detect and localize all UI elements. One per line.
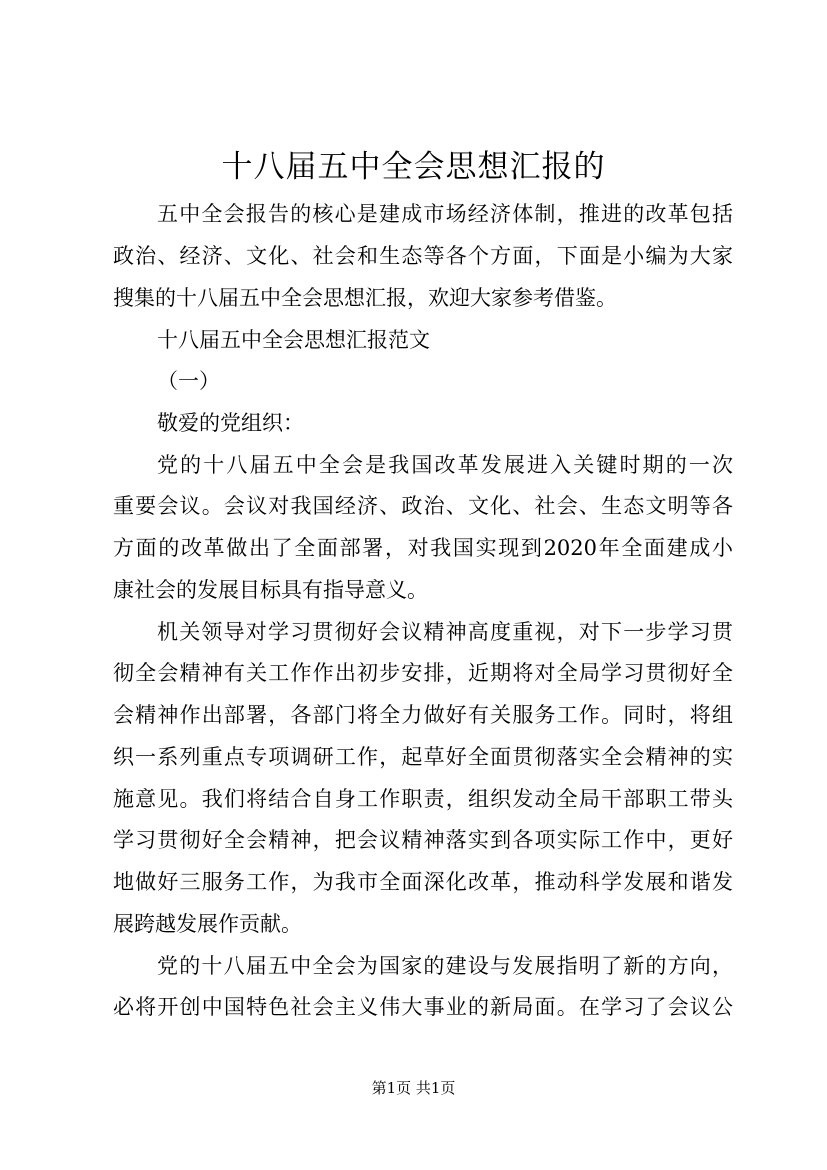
body-line: 地做好三服务工作，为我市全面深化改革，推动科学发展和谐发 <box>113 870 733 894</box>
body-line: 搜集的十八届五中全会思想汇报，欢迎大家参考借鉴。 <box>113 286 617 310</box>
body-line: 方面的改革做出了全面部署，对我国实现到2020年全面建成小 <box>113 536 733 560</box>
body-line: 党的十八届五中全会为国家的建设与发展指明了新的方向， <box>157 954 733 978</box>
body-line: 政治、经济、文化、社会和生态等各个方面，下面是小编为大家 <box>113 244 733 268</box>
body-line: 施意见。我们将结合自身工作职责，组织发动全局干部职工带头 <box>113 787 733 811</box>
body-line: 五中全会报告的核心是建成市场经济体制，推进的改革包括 <box>157 202 733 226</box>
section-heading: 十八届五中全会思想汇报范文 <box>157 328 430 352</box>
body-line: 必将开创中国特色社会主义伟大事业的新局面。在学习了会议公 <box>113 995 733 1019</box>
body-line: 织一系列重点专项调研工作，起草好全面贯彻落实全会精神的实 <box>113 745 733 769</box>
body-line: 康社会的发展目标具有指导意义。 <box>113 578 428 602</box>
page-footer: 第1页 共1页 <box>371 1079 456 1097</box>
body-line: 展跨越发展作贡献。 <box>113 912 302 936</box>
document-title: 十八届五中全会思想汇报的 <box>221 149 606 185</box>
body-line: 党的十八届五中全会是我国改革发展进入关键时期的一次 <box>157 453 733 477</box>
salutation: 敬爱的党组织： <box>157 411 304 435</box>
body-line: 学习贯彻好全会精神，把会议精神落实到各项实际工作中，更好 <box>113 828 733 852</box>
body-line: 彻全会精神有关工作作出初步安排，近期将对全局学习贯彻好全 <box>113 661 733 685</box>
body-line: 会精神作出部署，各部门将全力做好有关服务工作。同时，将组 <box>113 703 733 727</box>
body-line: 重要会议。会议对我国经济、政治、文化、社会、生态文明等各 <box>113 494 733 518</box>
body-line: 机关领导对学习贯彻好会议精神高度重视，对下一步学习贯 <box>157 620 733 644</box>
section-number: （一） <box>157 369 220 393</box>
